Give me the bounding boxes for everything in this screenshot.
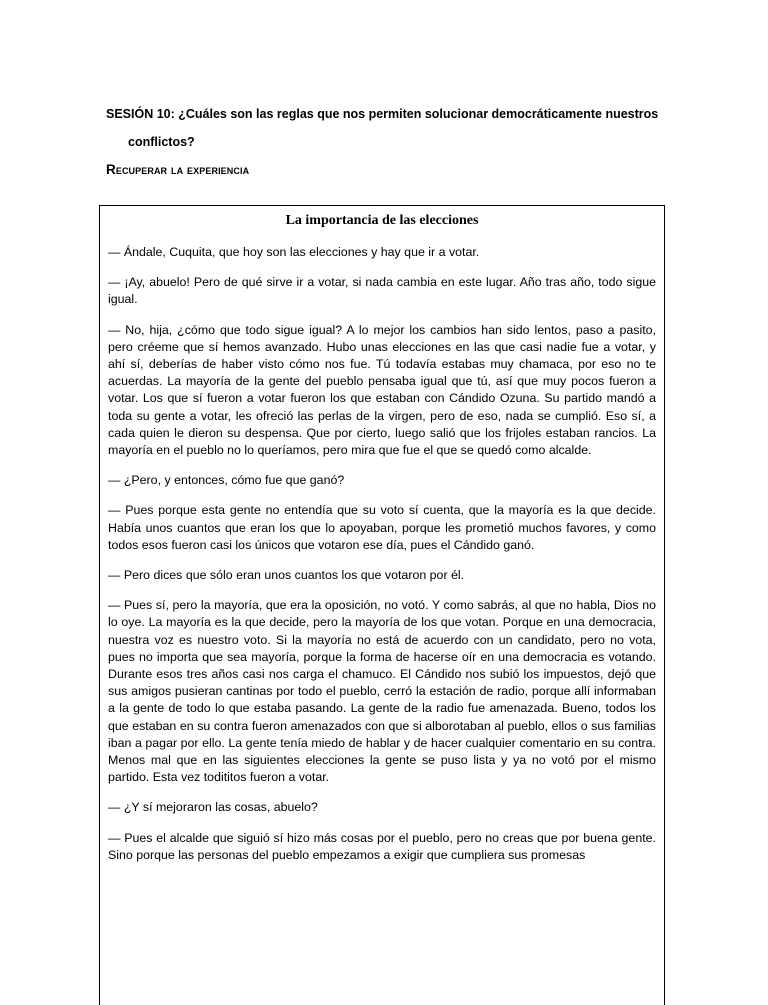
story-paragraph: — Pero dices que sólo eran unos cuantos los que votaron por él. (108, 568, 465, 583)
story-paragraph: — Pues porque esta gente no entendía que su voto sí cuenta, que la mayoría es la que decide. Había unos cuantos que eran los que lo apoyaban, porque les prometió muchos favores, y como todos esos fueron casi los únicos que votaron ese día, pues el Cándido ganó. (108, 503, 656, 552)
story-paragraph: — ¿Y sí mejoraron las cosas, abuelo? (108, 800, 318, 815)
section-heading: Recuperar la experiencia (106, 162, 250, 177)
story-paragraph: — Pues el alcalde que siguió sí hizo más cosas por el pueblo, pero no creas que por buena gente. Sino porque las personas del pueblo empezamos a exigir que cumpliera sus promesas (108, 830, 656, 862)
story-paragraph: — Pues sí, pero la mayoría, que era la oposición, no votó. Y como sabrás, al que no habla, Dios no lo oye. La mayoría es la que decide, pero la mayoría de los que votan. Porque en una democracia, nuestra voz es nuestro voto. Si la mayoría no está de acuerdo con un candidato, pero no vota, pues no importa que sea mayoría, porque la forma de hacerse oír en una democracia es votando. Durante esos tres años casi nos carga el chamuco. El Cándido nos subió los impuestos, dejó que sus amigos pusieran cantinas por todo el pueblo, cerró la estación de radio, porque allí informaban a la gente de todo lo que estaba pasando. La gente de la radio fue amenazada. Bueno, todos los que estaban en su contra fueron amenazados con que si alborotaban al pueblo, ellos o sus familias iban a pagar por ello. La gente tenía miedo de hablar y de hacer cualquier comentario en su contra. Menos mal que en las siguientes elecciones la gente se puso lista y ya no votó por el mismo partido. Esta vez todititos fueron a votar. (108, 598, 656, 785)
session-title-line-2: conflictos? (128, 135, 195, 149)
story-paragraph: — No, hija, ¿cómo que todo sigue igual? A lo mejor los cambios han sido lentos, paso a pasito, pero créeme que sí hemos avanzado. Hubo unas elecciones en las que casi nadie fue a votar, y ahí sí, deberías de haber visto cómo nos fue. Tú todavía estabas muy chamaca, por eso no te acuerdas. La mayoría de la gente del pueblo pensaba igual que tú, así que muy pocos fueron a votar. Los que sí fueron a votar fueron los que estaban con Cándido Ozuna. Su partido mandó a toda su gente a votar, les ofreció las perlas de la virgen, pero de eso, nada se cumplió. Eso sí, a cada quien le dieron su despensa. Que por cierto, luego salió que los frijoles estaban rancios. La mayoría en el pueblo no lo queríamos, pero mira que fue el que se quedó como alcalde. (108, 322, 656, 458)
story-paragraph: — ¿Pero, y entonces, cómo fue que ganó? (108, 473, 345, 488)
session-title-line-1: SESIÓN 10: ¿Cuáles son las reglas que nos permiten solucionar democráticamente nuestros (106, 107, 659, 121)
story-title: La importancia de las elecciones (285, 213, 479, 228)
session-title (106, 100, 666, 156)
story-paragraph: — ¡Ay, abuelo! Pero de qué sirve ir a votar, si nada cambia en este lugar. Año tras año, todo sigue igual. (108, 275, 656, 307)
story-paragraph: — Ándale, Cuquita, que hoy son las elecciones y hay que ir a votar. (108, 245, 480, 259)
story-box (99, 205, 665, 1005)
